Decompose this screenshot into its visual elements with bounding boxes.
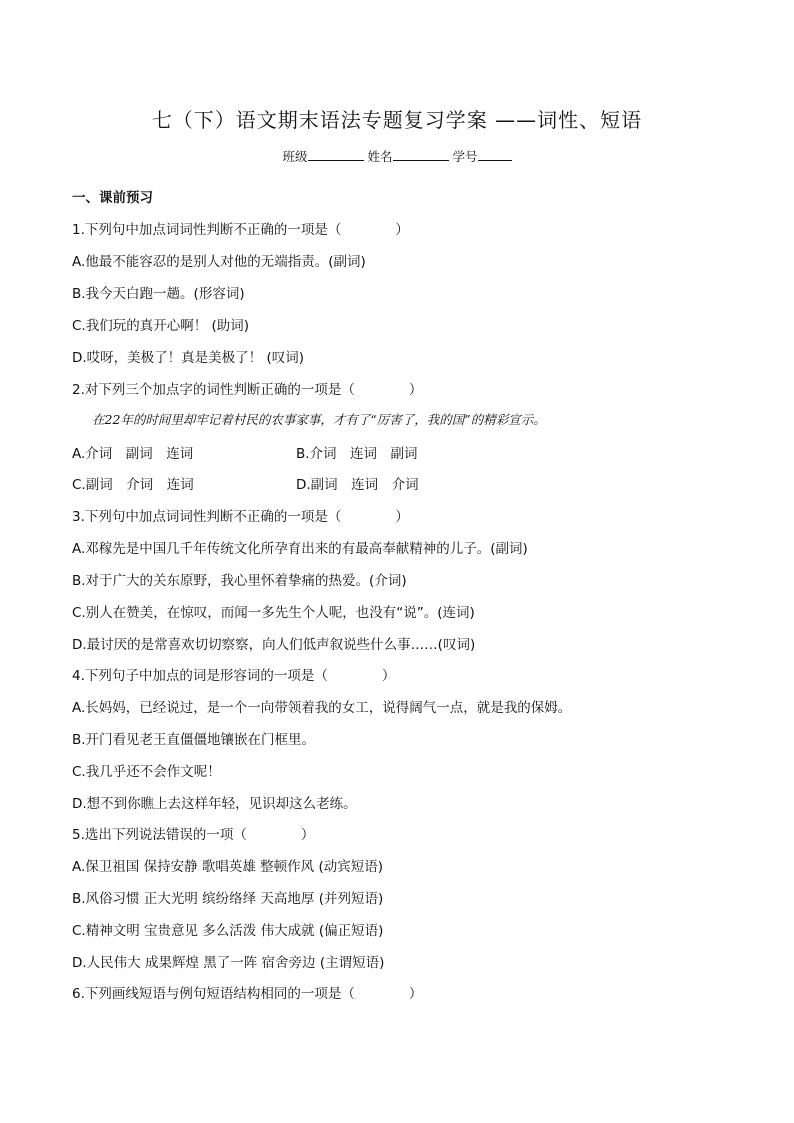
q2-option-row-2 bbox=[72, 473, 419, 493]
q2-option-d: D.副词 连词 介词 bbox=[296, 477, 419, 493]
q5-option-a: A.保卫祖国 保持安静 歌唱英雄 整顿作风 (动宾短语) bbox=[72, 859, 383, 875]
number-blank bbox=[478, 148, 512, 161]
q4-option-c: C.我几乎还不会作文呢！ bbox=[72, 764, 221, 780]
name-label: 姓名 bbox=[367, 149, 393, 164]
page-title: 七（下）语文期末语法专题复习学案 ——词性、短语 bbox=[151, 108, 643, 132]
q2-example-sentence: 在22年的时间里却牢记着村民的农事家事，才有了“厉害了，我的国”的精彩宣示。 bbox=[92, 412, 546, 427]
question-3: 3.下列句中加点词词性判断不正确的一项是（ ） bbox=[72, 509, 409, 525]
name-blank bbox=[393, 148, 449, 161]
q1-option-b: B.我今天白跑一趟。(形容词) bbox=[72, 286, 245, 302]
q1-option-d: D.哎呀，美极了！真是美极了！ (叹词) bbox=[72, 350, 305, 366]
student-info-line bbox=[0, 147, 794, 165]
question-2: 2.对下列三个加点字的词性判断正确的一项是（ ） bbox=[72, 382, 423, 398]
q5-option-d: D.人民伟大 成果辉煌 黑了一阵 宿舍旁边 (主谓短语) bbox=[72, 955, 385, 971]
q4-option-d: D.想不到你瞧上去这样年轻，见识却这么老练。 bbox=[72, 796, 357, 812]
question-6: 6.下列画线短语与例句短语结构相同的一项是（ ） bbox=[72, 986, 423, 1002]
q3-option-b: B.对于广大的关东原野，我心里怀着挚痛的热爱。(介词) bbox=[72, 573, 407, 589]
q1-option-c: C.我们玩的真开心啊！ (助词) bbox=[72, 318, 250, 334]
class-blank bbox=[308, 148, 364, 161]
q4-option-b: B.开门看见老王直僵僵地镶嵌在门框里。 bbox=[72, 732, 316, 748]
q2-option-row-1 bbox=[72, 442, 418, 462]
q3-option-d: D.最讨厌的是常喜欢切切察察，向人们低声叙说些什么事……(叹词) bbox=[72, 637, 476, 653]
question-5: 5.选出下列说法错误的一项（ ） bbox=[72, 827, 315, 843]
section-heading: 一、课前预习 bbox=[72, 190, 153, 206]
number-label: 学号 bbox=[452, 149, 478, 164]
question-1: 1.下列句中加点词词性判断不正确的一项是（ ） bbox=[72, 222, 409, 238]
q3-option-a: A.邓稼先是中国几千年传统文化所孕育出来的有最高奉献精神的儿子。(副词) bbox=[72, 541, 528, 557]
q2-option-a: A.介词 副词 连词 bbox=[72, 446, 194, 462]
q1-option-a: A.他最不能容忍的是别人对他的无端指责。(副词) bbox=[72, 254, 366, 270]
q3-option-c: C.别人在赞美，在惊叹，而闻一多先生个人呢，也没有“说”。(连词) bbox=[72, 605, 475, 621]
q4-option-a: A.长妈妈，已经说过，是一个一向带领着我的女工，说得阔气一点，就是我的保姆。 bbox=[72, 700, 572, 716]
q5-option-b: B.风俗习惯 正大光明 缤纷络绎 天高地厚 (并列短语) bbox=[72, 891, 384, 907]
q2-option-b: B.介词 连词 副词 bbox=[296, 446, 418, 462]
class-label: 班级 bbox=[282, 149, 308, 164]
q5-option-c: C.精神文明 宝贵意见 多么活泼 伟大成就 (偏正短语) bbox=[72, 923, 384, 939]
q2-option-c: C.副词 介词 连词 bbox=[72, 477, 194, 493]
question-4: 4.下列句子中加点的词是形容词的一项是（ ） bbox=[72, 668, 396, 684]
